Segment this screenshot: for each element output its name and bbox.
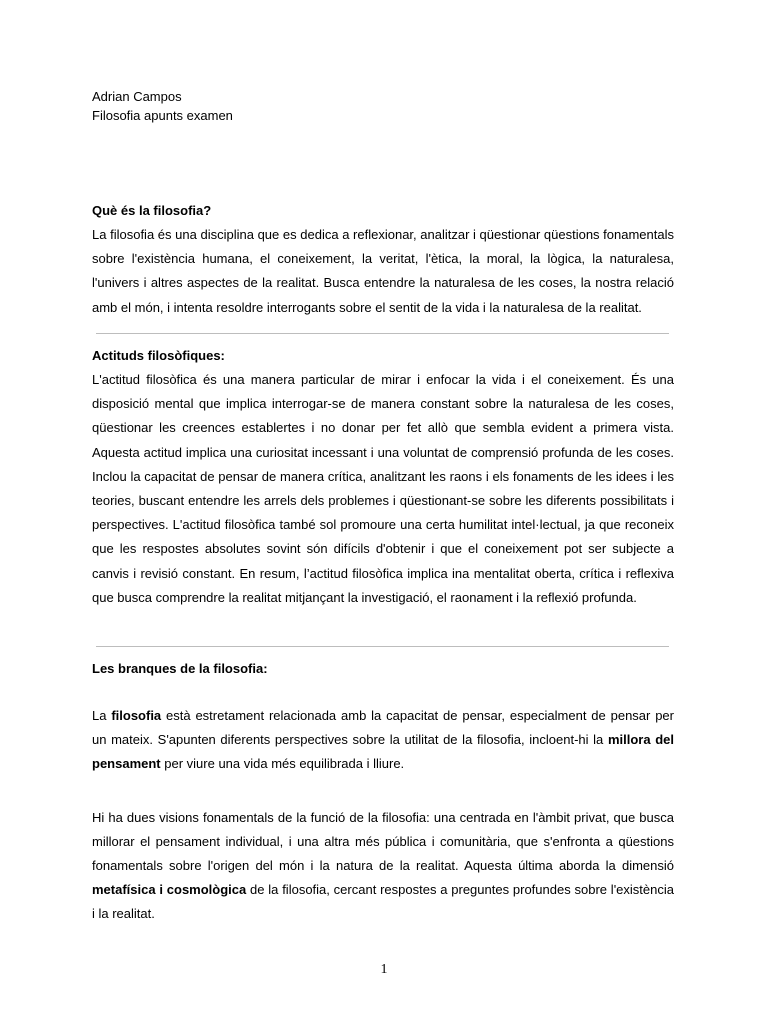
author-name: Adrian Campos <box>92 89 182 104</box>
bold-term: metafísica i cosmològica <box>92 882 247 898</box>
section-branches-of-philosophy <box>92 657 674 927</box>
section-divider <box>96 333 669 334</box>
section-heading: Les branques de la filosofia: <box>92 661 268 676</box>
section-paragraph: La filosofia està estretament relacionada amb la capacitat de pensar, especialment de pensar per un mateix. S'apunten diferents perspectives sobre la utilitat de la filosofia, incloent-hi la millora del pensament per viure una vida més equilibrada i lliure. <box>92 708 674 772</box>
page-number: 1 <box>380 962 388 977</box>
section-paragraph: L'actitud filosòfica és una manera particular de mirar i enfocar la vida i el coneixement. És una disposició mental que implica interrogar-se de manera constant sobre la naturalesa de les coses, qüestionar les creences establertes i no donar per fet allò que sembla evident a primera vista. Aquesta actitud implica una curiositat incessant i una voluntat de comprensió profunda de les coses. Inclou la capacitat de pensar de manera crítica, analitzant les raons i els fonaments de les idees i les teories, buscant entendre les arrels dels problemes i qüestionant-se sobre les diferents possibilitats i perspectives. L'actitud filosòfica també sol promoure una certa humilitat intel·lectual, ja que reconeix que les respostes absolutes sovint són difícils d'obtenir i que el coneixement pot ser subjecte a canvis i revisió constant. En resum, l’actitud filosòfica implica ina mentalitat oberta, crítica i reflexiva que busca comprendre la realitat mitjançant la investigació, el raonament i la reflexió profunda. <box>92 372 674 605</box>
document-header <box>92 87 233 125</box>
section-heading: Actituds filosòfiques: <box>92 348 225 363</box>
bold-term: millora del pensament <box>92 732 674 772</box>
section-heading: Què és la filosofia? <box>92 203 212 218</box>
section-divider <box>96 646 669 647</box>
section-paragraph: Hi ha dues visions fonamentals de la funció de la filosofia: una centrada en l'àmbit privat, que busca millorar el pensament individual, i una altra més pública i comunitària, que s'enfronta a qüestions fonamentals sobre l'origen del món i la natura de la realitat. Aquesta última aborda la dimensió metafísica i cosmològica de la filosofia, cercant respostes a preguntes profundes sobre l'existència i la realitat. <box>92 809 674 922</box>
section-philosophical-attitudes <box>92 344 674 610</box>
document-subtitle: Filosofia apunts examen <box>92 108 233 123</box>
section-paragraph: La filosofia és una disciplina que es dedica a reflexionar, analitzar i qüestionar qüestions fonamentals sobre l'existència humana, el coneixement, la veritat, l'ètica, la moral, la lògica, la naturalesa, l'univers i altres aspectes de la realitat. Busca entendre la naturalesa de les coses, la nostra relació amb el món, i intenta resoldre interrogants sobre el sentit de la vida i la naturalesa de la realitat. <box>92 227 674 315</box>
bold-term: filosofia <box>111 708 162 723</box>
section-what-is-philosophy <box>92 199 674 320</box>
